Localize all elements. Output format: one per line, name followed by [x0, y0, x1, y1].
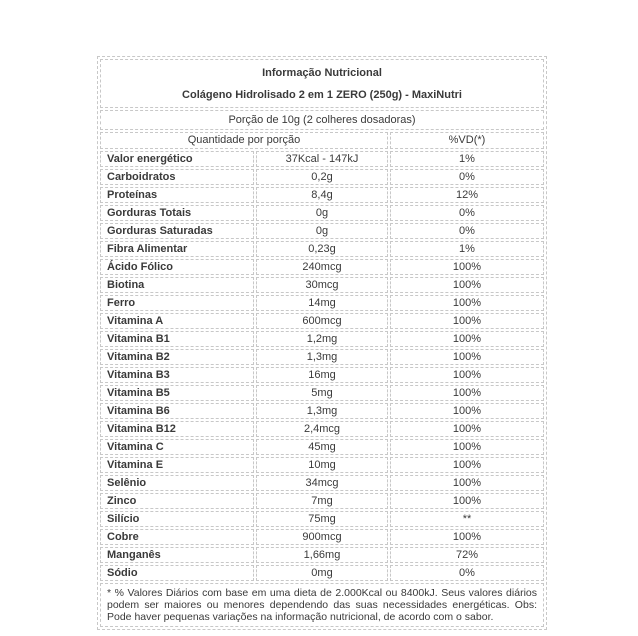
nutrient-daily-value: 1%: [390, 151, 544, 167]
column-header-row: [100, 132, 544, 149]
nutrient-label: Gorduras Saturadas: [100, 223, 254, 239]
nutrient-daily-value: 100%: [390, 313, 544, 329]
nutrient-daily-value: 0%: [390, 169, 544, 185]
nutrient-label: Valor energético: [100, 151, 254, 167]
nutrient-quantity: 2,4mcg: [256, 421, 388, 437]
title-row: [100, 59, 544, 108]
nutrient-daily-value: 100%: [390, 403, 544, 419]
table-row: [100, 493, 544, 509]
title-cell: [100, 59, 544, 108]
nutrient-quantity: 0,2g: [256, 169, 388, 185]
nutrient-quantity: 1,66mg: [256, 547, 388, 563]
nutrient-label: Manganês: [100, 547, 254, 563]
table-row: [100, 475, 544, 491]
nutrient-label: Zinco: [100, 493, 254, 509]
nutrient-label: Sódio: [100, 565, 254, 581]
nutrient-daily-value: **: [390, 511, 544, 527]
nutrient-quantity: 8,4g: [256, 187, 388, 203]
nutrient-quantity: 1,2mg: [256, 331, 388, 347]
nutrient-quantity: 1,3mg: [256, 403, 388, 419]
nutrient-label: Ferro: [100, 295, 254, 311]
table-row: [100, 187, 544, 203]
portion-row: [100, 110, 544, 130]
table-row: [100, 241, 544, 257]
table-title: Informação Nutricional: [262, 67, 382, 79]
nutrient-label: Selênio: [100, 475, 254, 491]
nutrient-daily-value: 100%: [390, 277, 544, 293]
nutrient-quantity: 0g: [256, 205, 388, 221]
nutrient-label: Gorduras Totais: [100, 205, 254, 221]
nutrient-daily-value: 100%: [390, 385, 544, 401]
table-row: [100, 169, 544, 185]
nutrient-daily-value: 0%: [390, 565, 544, 581]
nutrient-quantity: 75mg: [256, 511, 388, 527]
nutrient-label: Vitamina B5: [100, 385, 254, 401]
nutrient-label: Vitamina E: [100, 457, 254, 473]
nutrient-quantity: 37Kcal - 147kJ: [256, 151, 388, 167]
nutrient-daily-value: 100%: [390, 493, 544, 509]
table-row: [100, 403, 544, 419]
nutrient-label: Vitamina B2: [100, 349, 254, 365]
nutrient-quantity: 34mcg: [256, 475, 388, 491]
portion-info: Porção de 10g (2 colheres dosadoras): [100, 110, 544, 130]
nutrient-daily-value: 72%: [390, 547, 544, 563]
nutrient-quantity: 45mg: [256, 439, 388, 455]
daily-value-column-header: %VD(*): [390, 132, 544, 149]
table-row: [100, 565, 544, 581]
nutrient-quantity: 900mcg: [256, 529, 388, 545]
product-name: Colágeno Hidrolisado 2 em 1 ZERO (250g) - MaxiNutri: [182, 89, 462, 101]
table-row: [100, 151, 544, 167]
nutrient-quantity: 14mg: [256, 295, 388, 311]
table-row: [100, 349, 544, 365]
table-row: [100, 385, 544, 401]
nutrient-daily-value: 100%: [390, 331, 544, 347]
table-row: [100, 457, 544, 473]
table-row: [100, 205, 544, 221]
nutrient-daily-value: 100%: [390, 439, 544, 455]
nutrient-label: Proteínas: [100, 187, 254, 203]
nutrient-label: Biotina: [100, 277, 254, 293]
table-row: [100, 331, 544, 347]
nutrient-quantity: 1,3mg: [256, 349, 388, 365]
nutrient-quantity: 0,23g: [256, 241, 388, 257]
nutrient-label: Ácido Fólico: [100, 259, 254, 275]
nutrient-label: Vitamina B12: [100, 421, 254, 437]
table-row: [100, 529, 544, 545]
nutrient-quantity: 16mg: [256, 367, 388, 383]
nutrient-daily-value: 100%: [390, 349, 544, 365]
footnote-row: [100, 583, 544, 627]
nutrient-quantity: 0mg: [256, 565, 388, 581]
table-row: [100, 547, 544, 563]
nutrient-label: Cobre: [100, 529, 254, 545]
nutrient-label: Vitamina B1: [100, 331, 254, 347]
nutrient-label: Silício: [100, 511, 254, 527]
table-row: [100, 313, 544, 329]
nutrient-label: Vitamina C: [100, 439, 254, 455]
nutrient-quantity: 0g: [256, 223, 388, 239]
nutrient-label: Carboidratos: [100, 169, 254, 185]
table-row: [100, 223, 544, 239]
nutrient-daily-value: 12%: [390, 187, 544, 203]
nutrient-label: Vitamina B6: [100, 403, 254, 419]
footnote-text: * % Valores Diários com base em uma dieta de 2.000Kcal ou 8400kJ. Seus valores diários podem ser maiores ou menores dependendo das suas necessidades energéticas. Obs: Pode haver pequenas variações na informação nutricional, de acordo com o sabor.: [100, 583, 544, 627]
table-row: [100, 367, 544, 383]
table-row: [100, 439, 544, 455]
quantity-column-header: Quantidade por porção: [100, 132, 388, 149]
nutrient-daily-value: 100%: [390, 529, 544, 545]
table-row: [100, 421, 544, 437]
nutrient-label: Fibra Alimentar: [100, 241, 254, 257]
table-row: [100, 277, 544, 293]
table-row: [100, 511, 544, 527]
nutrient-daily-value: 1%: [390, 241, 544, 257]
nutrient-daily-value: 0%: [390, 205, 544, 221]
nutrient-label: Vitamina B3: [100, 367, 254, 383]
nutrient-daily-value: 100%: [390, 475, 544, 491]
nutrient-daily-value: 100%: [390, 457, 544, 473]
nutrient-label: Vitamina A: [100, 313, 254, 329]
table-row: [100, 295, 544, 311]
nutrient-daily-value: 100%: [390, 421, 544, 437]
nutrient-daily-value: 100%: [390, 295, 544, 311]
nutrition-rows: [100, 151, 544, 581]
nutrient-quantity: 600mcg: [256, 313, 388, 329]
table-row: [100, 259, 544, 275]
nutrition-table: [97, 56, 547, 630]
nutrient-quantity: 240mcg: [256, 259, 388, 275]
nutrient-quantity: 5mg: [256, 385, 388, 401]
nutrient-daily-value: 100%: [390, 367, 544, 383]
nutrient-quantity: 7mg: [256, 493, 388, 509]
nutrient-quantity: 30mcg: [256, 277, 388, 293]
nutrient-daily-value: 100%: [390, 259, 544, 275]
nutrient-daily-value: 0%: [390, 223, 544, 239]
nutrient-quantity: 10mg: [256, 457, 388, 473]
